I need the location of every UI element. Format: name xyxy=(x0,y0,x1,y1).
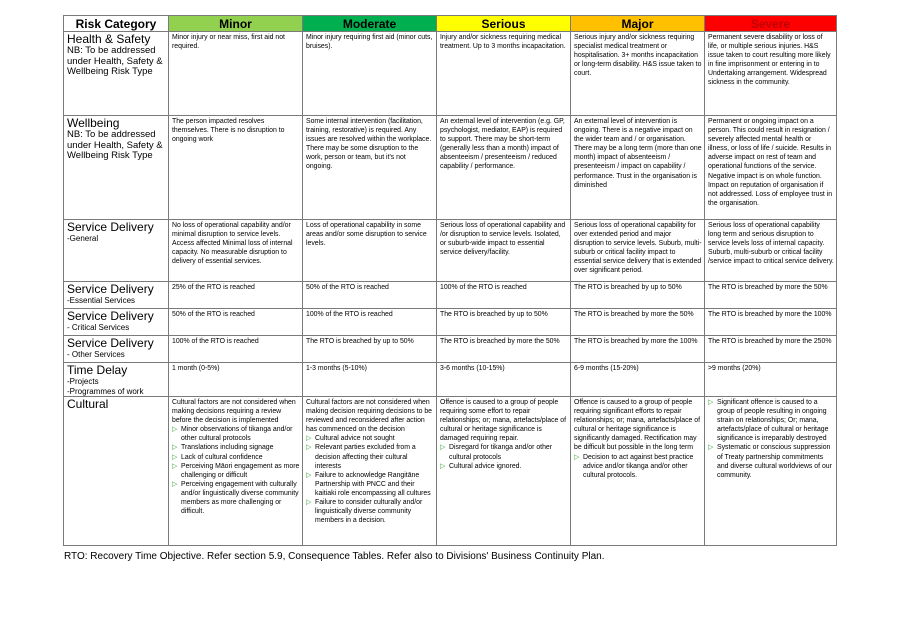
category-cell xyxy=(64,363,169,397)
moderate-cell: Some internal intervention (facilitation, training, restorative) is required. Any issues are resolved within the workplace. There may be some disruption to the work, person or team, but it's not ongoing. xyxy=(303,116,437,220)
list-item xyxy=(306,434,434,443)
category-title: Wellbeing xyxy=(67,116,120,130)
arrow-bullet-icon: ▷ xyxy=(172,426,178,434)
header-row xyxy=(64,16,837,32)
moderate-cell: 50% of the RTO is reached xyxy=(303,282,437,309)
risk-consequence-table xyxy=(63,15,837,546)
table-row-service-general xyxy=(64,220,837,282)
bullet-list xyxy=(440,443,568,470)
list-item-text: Cultural advice not sought xyxy=(315,435,395,443)
cell-intro: Cultural factors are not considered when making decisions requiring a review before the decision is implemented xyxy=(172,399,296,425)
severe-cell: The RTO is breached by more the 100% xyxy=(705,309,837,336)
bullet-list xyxy=(708,398,834,480)
major-cell: 6-9 months (15-20%) xyxy=(571,363,705,397)
minor-cell: Minor injury or near miss, first aid not required. xyxy=(169,32,303,116)
serious-cell: An external level of intervention (e.g. GP, psychologist, mediator, EAP) is required to support. There may be short-term (generally less than a month) impact of absenteeism / presenteeism / reduced capability / performance. xyxy=(437,116,571,220)
moderate-cell: 100% of the RTO is reached xyxy=(303,309,437,336)
minor-cell: The person impacted resolves themselves. There is no disruption to ongoing work xyxy=(169,116,303,220)
list-item xyxy=(306,443,434,470)
category-cell xyxy=(64,116,169,220)
serious-cell xyxy=(437,397,571,546)
serious-cell: 100% of the RTO is reached xyxy=(437,282,571,309)
list-item xyxy=(172,443,300,452)
minor-cell: 100% of the RTO is reached xyxy=(169,336,303,363)
risk-consequence-table-container xyxy=(63,15,836,546)
category-subtitle: - Critical Services xyxy=(67,323,130,332)
category-title: Time Delay xyxy=(67,363,128,377)
list-item-text: Perceiving Māori engagement as more challenging or difficult xyxy=(181,462,300,479)
header-major: Major xyxy=(571,16,705,32)
severe-cell: The RTO is breached by more the 50% xyxy=(705,282,837,309)
severe-cell: The RTO is breached by more the 250% xyxy=(705,336,837,363)
list-item-text: Significant offence is caused to a group of people resulting in ongoing strain on relationships; Or; mana, artefacts/place of cultural or heritage significance is irreparably destroyed xyxy=(717,399,829,443)
list-item xyxy=(574,453,702,480)
category-title: Health & Safety xyxy=(67,32,151,46)
major-cell: The RTO is breached by more the 100% xyxy=(571,336,705,363)
list-item-text: Minor observations of tikanga and/or other cultural protocols xyxy=(181,426,293,443)
cell-intro: Offence is caused to a group of people requiring significant efforts to repair relationships; or; mana, artefacts/place of cultural or heritage significance is significantly damaged. Rectification may be difficult but possible in the long term xyxy=(574,399,701,452)
category-title: Service Delivery xyxy=(67,282,154,296)
list-item xyxy=(172,462,300,480)
list-item-text: Failure to consider culturally and/or linguistically diverse community members in a decision. xyxy=(315,499,423,525)
major-cell xyxy=(571,397,705,546)
list-item-text: Lack of cultural confidence xyxy=(181,453,263,461)
header-risk-category: Risk Category xyxy=(64,16,169,32)
serious-cell: The RTO is breached by up to 50% xyxy=(437,309,571,336)
severe-cell: >9 months (20%) xyxy=(705,363,837,397)
arrow-bullet-icon: ▷ xyxy=(172,444,178,452)
header-minor: Minor xyxy=(169,16,303,32)
category-subtitle: NB: To be addressed under Health, Safety & Wellbeing Risk Type xyxy=(67,45,163,77)
moderate-cell xyxy=(303,397,437,546)
category-cell xyxy=(64,336,169,363)
severe-cell: Serious loss of operational capability long term and serious disruption to service levels loss of internal capacity. Suburb, multi-suburb or critical facility /service impact to critical service delivery. xyxy=(705,220,837,282)
moderate-cell: Minor injury requiring first aid (minor cuts, bruises). xyxy=(303,32,437,116)
severe-cell: Permanent severe disability or loss of life, or multiple serious injuries. H&S issue taken to court resulting more likely in fine imprisonment or entering in to Undertaking arrangement. Widespread sickness in the community. xyxy=(705,32,837,116)
cell-intro: Offence is caused to a group of people requiring some effort to repair relationships; or; mana, artefacts/place of cultural or heritage significance is damaged requiring repair. xyxy=(440,399,567,443)
list-item xyxy=(440,443,568,461)
table-row-service-other xyxy=(64,336,837,363)
arrow-bullet-icon: ▷ xyxy=(708,444,714,452)
arrow-bullet-icon: ▷ xyxy=(306,444,312,452)
header-serious: Serious xyxy=(437,16,571,32)
category-cell xyxy=(64,32,169,116)
arrow-bullet-icon: ▷ xyxy=(306,499,312,507)
serious-cell: 3-6 months (10-15%) xyxy=(437,363,571,397)
list-item xyxy=(708,398,834,443)
list-item-text: Systematic or conscious suppression of Treaty partnership commitments and diverse cultural worldviews of our community. xyxy=(717,444,832,479)
table-row-health-safety xyxy=(64,32,837,116)
list-item xyxy=(172,425,300,443)
arrow-bullet-icon: ▷ xyxy=(306,435,312,443)
bullet-list xyxy=(574,453,702,480)
minor-cell: No loss of operational capability and/or minimal disruption to service levels. Access affected Minimal loss of internal capacity. No measurable disruption to delivery of essential services. xyxy=(169,220,303,282)
table-row-cultural xyxy=(64,397,837,546)
category-subtitle: -General xyxy=(67,234,99,243)
list-item xyxy=(306,471,434,498)
list-item-text: Perceiving engagement with culturally and/or linguistically diverse community members as more challenging or difficult. xyxy=(181,480,299,516)
moderate-cell: Loss of operational capability in some areas and/or some disruption to service levels. xyxy=(303,220,437,282)
minor-cell: 25% of the RTO is reached xyxy=(169,282,303,309)
list-item-text: Relevant parties excluded from a decision affecting their cultural interests xyxy=(315,444,416,470)
category-cell xyxy=(64,282,169,309)
major-cell: The RTO is breached by up to 50% xyxy=(571,282,705,309)
category-subtitle: -Projects xyxy=(67,377,99,386)
severe-cell: Permanent or ongoing impact on a person. This could result in resignation / severely affected mental health or illness, or loss of life / suicide. Results in adverse impact on rest of team and operational functions of the service. Negative impact is on whole function. Impact on reputation of organisation if not addressed. Loss of employee trust in the organisation. xyxy=(705,116,837,220)
minor-cell: 1 month (0-5%) xyxy=(169,363,303,397)
category-cell xyxy=(64,220,169,282)
list-item-text: Failure to acknowledge Rangitāne Partnership with PNCC and their kaitiaki role encompassing all cultures xyxy=(315,471,431,497)
category-title: Cultural xyxy=(67,397,109,411)
moderate-cell: 1-3 months (5-10%) xyxy=(303,363,437,397)
arrow-bullet-icon: ▷ xyxy=(440,444,446,452)
arrow-bullet-icon: ▷ xyxy=(172,462,178,470)
moderate-cell: The RTO is breached by up to 50% xyxy=(303,336,437,363)
header-moderate: Moderate xyxy=(303,16,437,32)
serious-cell: Serious loss of operational capability and /or disruption to service levels. Isolated, or suburb-wide impact to essential service delivery/facility. xyxy=(437,220,571,282)
table-row-time-delay xyxy=(64,363,837,397)
table-row-service-essential xyxy=(64,282,837,309)
category-title: Service Delivery xyxy=(67,309,154,323)
major-cell: Serious injury and/or sickness requiring specialist medical treatment or hospitalisation. 3+ months incapacitation or long-term disability. H&S issue taken to court. xyxy=(571,32,705,116)
minor-cell xyxy=(169,397,303,546)
category-cell xyxy=(64,397,169,546)
category-subtitle: -Programmes of work xyxy=(67,386,144,396)
category-title: Service Delivery xyxy=(67,336,154,350)
list-item xyxy=(440,462,568,471)
severe-cell xyxy=(705,397,837,546)
list-item xyxy=(708,443,834,479)
category-subtitle: -Essential Services xyxy=(67,296,136,305)
arrow-bullet-icon: ▷ xyxy=(172,453,178,461)
cell-intro: Cultural factors are not considered when making decision requiring decisions to be reviewed and reconsidered after action has commenced on the decision xyxy=(306,399,433,434)
category-subtitle: NB: To be addressed under Health, Safety & Wellbeing Risk Type xyxy=(67,129,163,161)
table-row-wellbeing xyxy=(64,116,837,220)
list-item-text: Decision to act against best practice advice and/or tikanga and/or other cultural protocols. xyxy=(583,453,694,479)
list-item xyxy=(172,480,300,516)
serious-cell: The RTO is breached by more the 50% xyxy=(437,336,571,363)
arrow-bullet-icon: ▷ xyxy=(708,399,714,406)
list-item-text: Cultural advice ignored. xyxy=(449,462,522,470)
list-item xyxy=(172,453,300,462)
arrow-bullet-icon: ▷ xyxy=(440,462,446,470)
bullet-list xyxy=(172,425,300,516)
footnote: RTO: Recovery Time Objective. Refer section 5.9, Consequence Tables. Refer also to Divisions' Business Continuity Plan. xyxy=(64,551,605,562)
list-item xyxy=(306,498,434,525)
bullet-list xyxy=(306,434,434,525)
arrow-bullet-icon: ▷ xyxy=(574,453,580,461)
list-item-text: Translations including signage xyxy=(181,444,274,452)
major-cell: The RTO is breached by more the 50% xyxy=(571,309,705,336)
header-severe: Severe xyxy=(705,16,837,32)
arrow-bullet-icon: ▷ xyxy=(172,480,178,488)
list-item-text: Disregard for tikanga and/or other cultural protocols xyxy=(449,444,553,461)
arrow-bullet-icon: ▷ xyxy=(306,471,312,479)
table-row-service-critical xyxy=(64,309,837,336)
category-title: Service Delivery xyxy=(67,220,154,234)
major-cell: Serious loss of operational capability for over extended period and major disruption to service levels. Suburb, multi-suburb or critical facility impact to essential service delivery that is extended over significant period. xyxy=(571,220,705,282)
major-cell: An external level of intervention is ongoing. There is a negative impact on the wider team and / or organisation. There may be a long term (more than one month) impact of absenteeism / presenteeism / impact on capability / performance. Trust in the organisation is diminished xyxy=(571,116,705,220)
serious-cell: Injury and/or sickness requiring medical treatment. Up to 3 months incapacitation. xyxy=(437,32,571,116)
minor-cell: 50% of the RTO is reached xyxy=(169,309,303,336)
category-subtitle: - Other Services xyxy=(67,350,125,359)
category-cell xyxy=(64,309,169,336)
